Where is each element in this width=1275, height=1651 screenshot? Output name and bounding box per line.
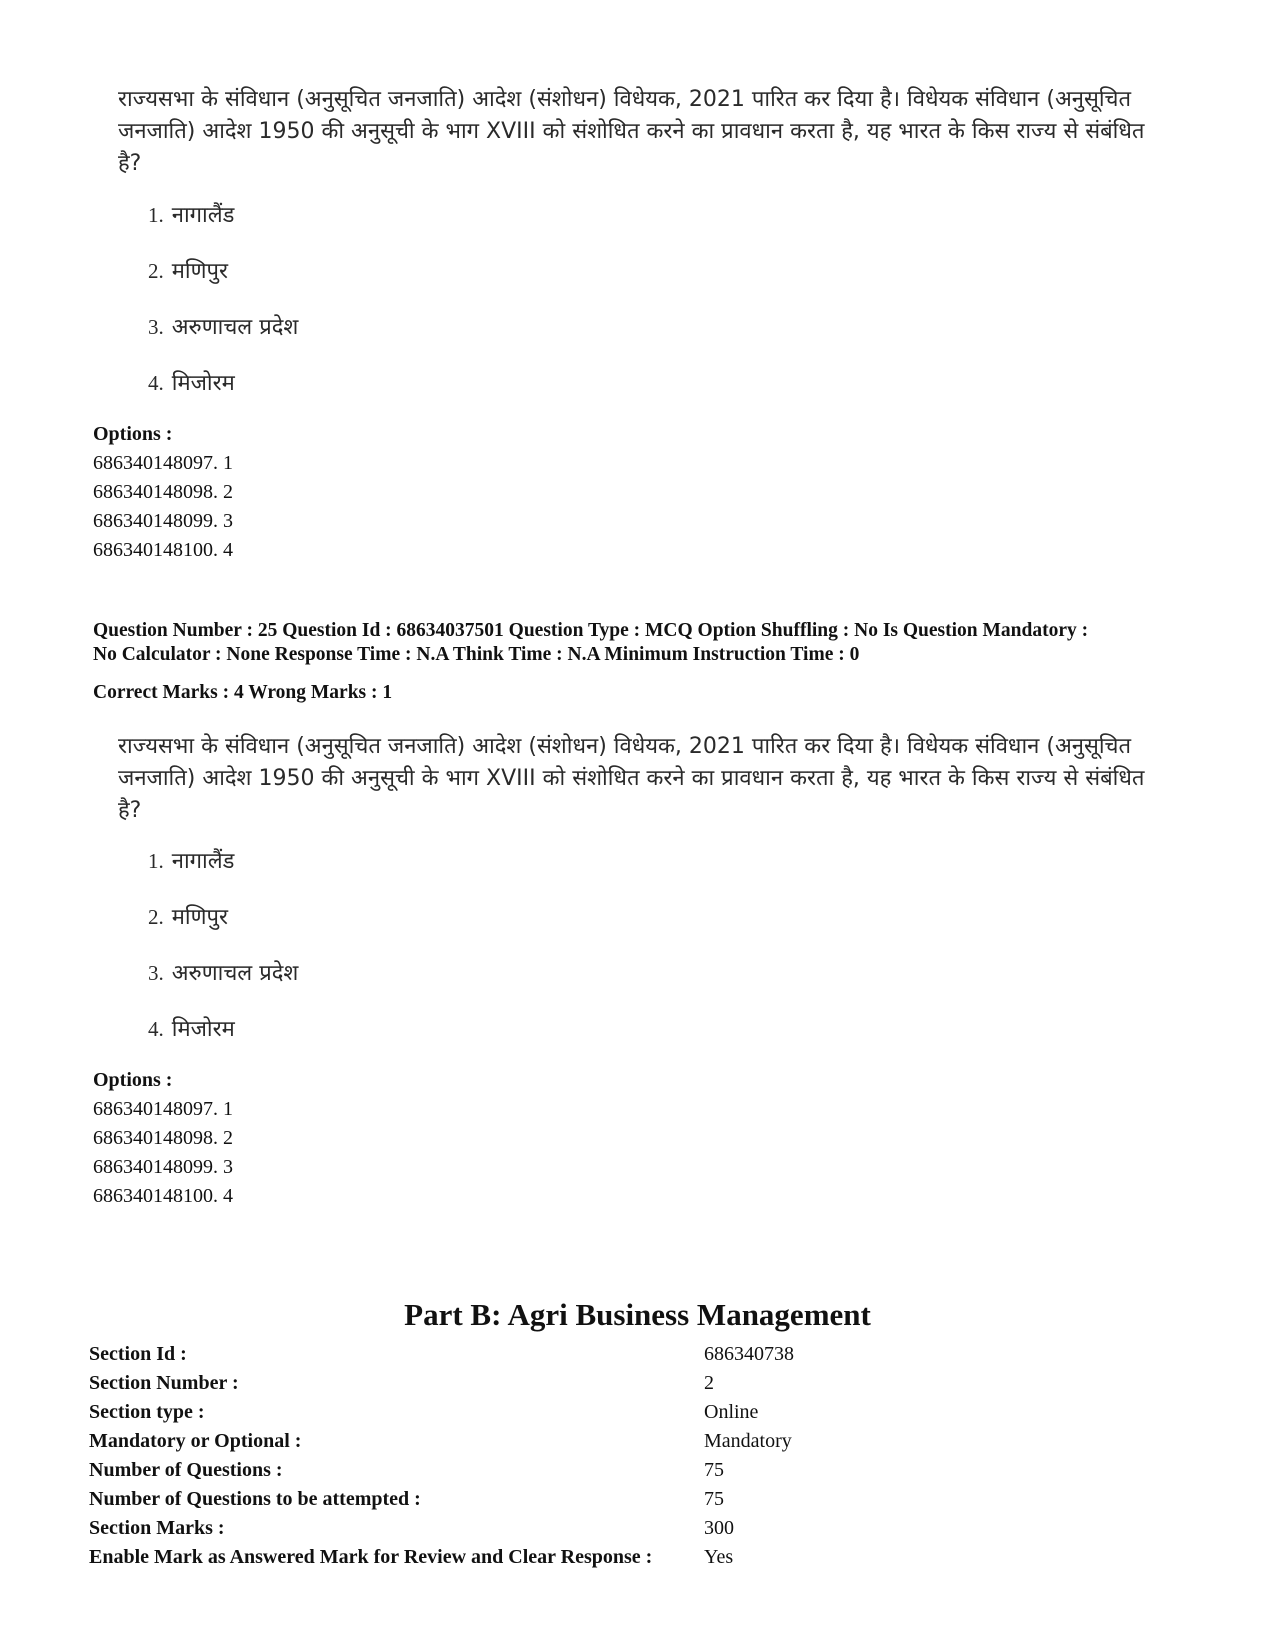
choice-item xyxy=(148,256,228,287)
choice-item xyxy=(148,958,298,989)
choice-item xyxy=(148,846,234,877)
section-key: Section Marks : xyxy=(89,1517,225,1539)
options-label: Options : xyxy=(93,423,173,445)
question-meta-line: Question Number : 25 Question Id : 68634037501 Question Type : MCQ Option Shuffling : No Is Question Mandatory : xyxy=(93,620,1089,641)
section-key: Number of Questions : xyxy=(89,1459,283,1481)
option-id: 686340148099. 3 xyxy=(93,1156,233,1178)
section-value: 300 xyxy=(704,1517,734,1539)
choice-text: मणिपुर xyxy=(171,905,229,930)
part-title: Part B: Agri Business Management xyxy=(404,1297,871,1332)
choice-text: मिजोरम xyxy=(171,1017,235,1042)
section-key: Section Id : xyxy=(89,1343,187,1365)
choice-item xyxy=(148,1014,235,1045)
option-id: 686340148100. 4 xyxy=(93,539,233,561)
choice-text: नागालैंड xyxy=(171,849,235,874)
choice-text: नागालैंड xyxy=(171,203,235,228)
choice-text: अरुणाचल प्रदेश xyxy=(171,961,299,986)
options-list-1 xyxy=(93,420,233,565)
option-id: 686340148100. 4 xyxy=(93,1185,233,1207)
section-value: 75 xyxy=(704,1488,724,1510)
question-text: राज्यसभा के संविधान (अनुसूचित जनजाति) आदेश (संशोधन) विधेयक, 2021 पारित कर दिया है। विधेयक संविधान (अनुसूचित जनजाति) आदेश 1950 की अनुसूची के भाग XVIII को संशोधित करने का प्रावधान करता है, यह भारत के किस राज्य से संबंधित है? xyxy=(118,87,1145,176)
section-value: 686340738 xyxy=(704,1343,794,1365)
choice-number: 2. xyxy=(148,259,164,283)
section-key: Mandatory or Optional : xyxy=(89,1430,302,1452)
option-id: 686340148098. 2 xyxy=(93,1127,233,1149)
question-image-1 xyxy=(118,84,1158,180)
choice-text: मिजोरम xyxy=(171,371,235,396)
option-id: 686340148099. 3 xyxy=(93,510,233,532)
choice-text: मणिपुर xyxy=(171,259,229,284)
section-value: Yes xyxy=(704,1546,734,1568)
section-key: Section type : xyxy=(89,1401,205,1423)
question-text: राज्यसभा के संविधान (अनुसूचित जनजाति) आदेश (संशोधन) विधेयक, 2021 पारित कर दिया है। विधेयक संविधान (अनुसूचित जनजाति) आदेश 1950 की अनुसूची के भाग XVIII को संशोधित करने का प्रावधान करता है, यह भारत के किस राज्य से संबंधित है? xyxy=(118,734,1145,823)
question-meta-line: No Calculator : None Response Time : N.A Think Time : N.A Minimum Instruction Time : 0 xyxy=(93,644,860,665)
option-id: 686340148097. 1 xyxy=(93,452,233,474)
choice-number: 1. xyxy=(148,849,164,873)
choice-number: 4. xyxy=(148,1017,164,1041)
section-key: Section Number : xyxy=(89,1372,239,1394)
options-label: Options : xyxy=(93,1069,173,1091)
choice-item xyxy=(148,902,228,933)
section-value: Online xyxy=(704,1401,759,1423)
section-key: Enable Mark as Answered Mark for Review and Clear Response : xyxy=(89,1546,653,1568)
option-id: 686340148098. 2 xyxy=(93,481,233,503)
options-list-2 xyxy=(93,1066,233,1211)
choice-number: 3. xyxy=(148,961,164,985)
question-meta xyxy=(93,619,1213,667)
choice-number: 4. xyxy=(148,371,164,395)
choice-item xyxy=(148,200,234,231)
section-value: 2 xyxy=(704,1372,714,1394)
choice-number: 2. xyxy=(148,905,164,929)
section-value: Mandatory xyxy=(704,1430,792,1452)
section-value: 75 xyxy=(704,1459,724,1481)
choice-item xyxy=(148,368,235,399)
section-key: Number of Questions to be attempted : xyxy=(89,1488,421,1510)
choice-item xyxy=(148,312,298,343)
option-id: 686340148097. 1 xyxy=(93,1098,233,1120)
choice-number: 1. xyxy=(148,203,164,227)
marks-info: Correct Marks : 4 Wrong Marks : 1 xyxy=(93,682,393,703)
choice-text: अरुणाचल प्रदेश xyxy=(171,315,299,340)
choice-number: 3. xyxy=(148,315,164,339)
question-image-2 xyxy=(118,731,1158,827)
